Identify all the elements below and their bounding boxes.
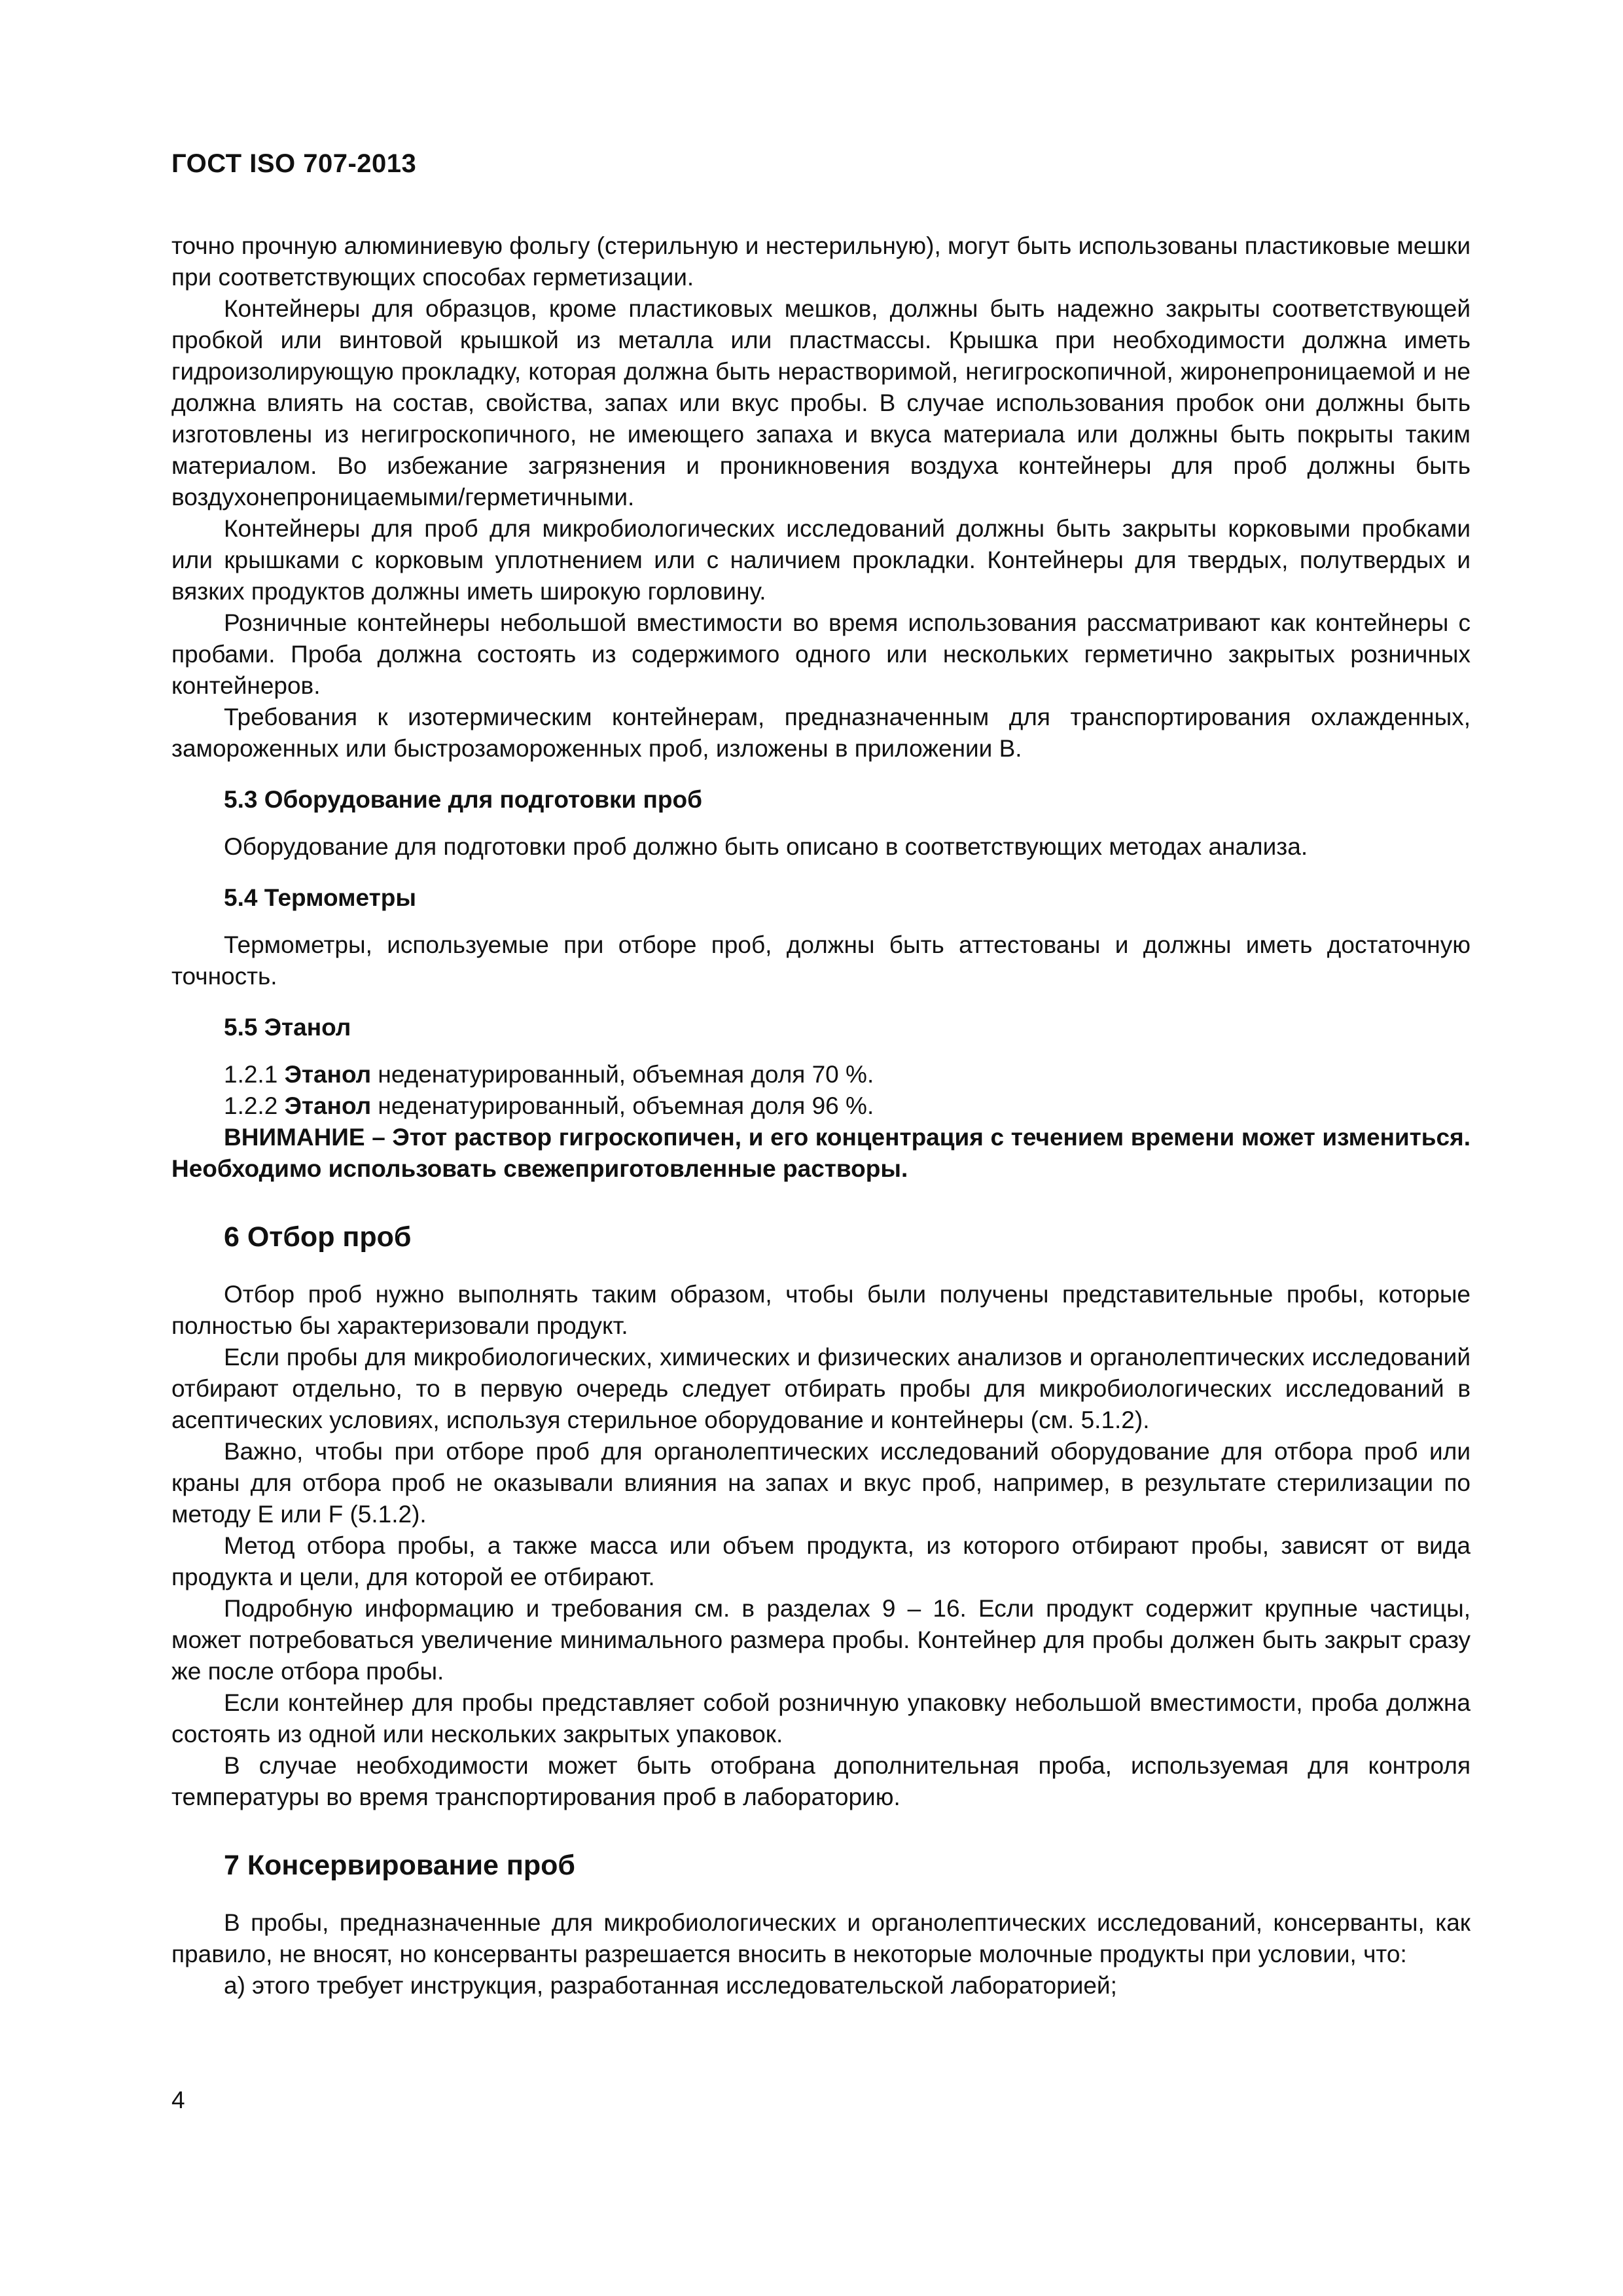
warning-note: ВНИМАНИЕ – Этот раствор гигроскопичен, и его концентрация с течением времени может измениться. Необходимо использовать свежеприготовленные растворы.: [171, 1124, 1471, 1182]
ethanol-item-text: неденатурированный, объемная доля 96 %.: [378, 1092, 874, 1119]
paragraph-6-7: В случае необходимости может быть отобрана дополнительная проба, используемая для контроля температуры во время транспортирования проб в лабораторию.: [171, 1752, 1471, 1810]
paragraph-6-6: Если контейнер для пробы представляет собой розничную упаковку небольшой вместимости, проба должна состоять из одной или нескольких закрытых упаковок.: [171, 1689, 1471, 1748]
section-heading-5-5: 5.5 Этанол: [224, 1014, 351, 1041]
ethanol-item-number: 1.2.2: [224, 1092, 278, 1119]
ethanol-item-70: [171, 1059, 1471, 1090]
paragraph-5-4: Термометры, используемые при отборе проб, должны быть аттестованы и должны иметь достаточную точность.: [171, 931, 1471, 990]
ethanol-item-text: неденатурированный, объемная доля 70 %.: [378, 1061, 874, 1088]
paragraph-retail-containers: Розничные контейнеры небольшой вместимости во время использования рассматривают как контейнеры с пробами. Проба должна состоять из содержимого одного или нескольких герметично закрытых розничных контейнеров.: [171, 609, 1471, 699]
ethanol-term: Этанол: [284, 1061, 372, 1088]
section-heading-5-4: 5.4 Термометры: [224, 884, 416, 911]
paragraph-intro: точно прочную алюминиевую фольгу (стерильную и нестерильную), могут быть использованы пластиковые мешки при соответствующих способах герметизации.: [171, 232, 1471, 291]
paragraph-6-3: Важно, чтобы при отборе проб для органолептических исследований оборудование для отбора проб или краны для отбора проб не оказывали влияния на запах и вкус проб, например, в результате стерилизации по методу Е или F (5.1.2).: [171, 1438, 1471, 1528]
paragraph-6-5: Подробную информацию и требования см. в разделах 9 – 16. Если продукт содержит крупные частицы, может потребоваться увеличение минимального размера пробы. Контейнер для пробы должен быть закрыт сразу же после отбора пробы.: [171, 1595, 1471, 1685]
paragraph-isothermal: Требования к изотермическим контейнерам, предназначенным для транспортирования охлажденных, замороженных или быстрозамороженных проб, изложены в приложении В.: [171, 704, 1471, 762]
section-heading-7: 7 Консервирование проб: [224, 1850, 575, 1881]
section-heading-6: 6 Отбор проб: [224, 1221, 412, 1253]
ethanol-term: Этанол: [284, 1092, 372, 1119]
paragraph-6-2: Если пробы для микробиологических, химических и физических анализов и органолептических исследований отбирают отдельно, то в первую очередь следует отбирать пробы для микробиологических исследований в асептических условиях, используя стерильное оборудование и контейнеры (см. 5.1.2).: [171, 1344, 1471, 1433]
document-header: ГОСТ ISO 707-2013: [171, 149, 417, 178]
section-heading-5-3: 5.3 Оборудование для подготовки проб: [224, 786, 702, 813]
paragraph-containers-closure: Контейнеры для образцов, кроме пластиковых мешков, должны быть надежно закрыты соответствующей пробкой или винтовой крышкой из металла или пластмассы. Крышка при необходимости должна иметь гидроизолирующую прокладку, которая должна быть нерастворимой, негигроскопичной, жиронепроницаемой и не должна влиять на состав, свойства, запах или вкус пробы. В случае использования пробок они должны быть изготовлены из негигроскопичного, не имеющего запаха и вкуса материала или должны быть покрыты таким материалом. Во избежание загрязнения и проникновения воздуха контейнеры для проб должны быть воздухонепроницаемыми/герметичными.: [171, 295, 1471, 511]
paragraph-5-3: Оборудование для подготовки проб должно быть описано в соответствующих методах анализа.: [224, 833, 1308, 860]
page-number: 4: [171, 2087, 185, 2113]
paragraph-6-1: Отбор проб нужно выполнять таким образом, чтобы были получены представительные пробы, которые полностью бы характеризовали продукт.: [171, 1281, 1471, 1339]
paragraph-7-1: В пробы, предназначенные для микробиологических и органолептических исследований, консерванты, как правило, не вносят, но консерванты разрешается вносить в некоторые молочные продукты при условии, что:: [171, 1909, 1471, 1967]
list-item-7-a: а) этого требует инструкция, разработанная исследовательской лабораторией;: [224, 1972, 1117, 1999]
paragraph-6-4: Метод отбора пробы, а также масса или объем продукта, из которого отбирают пробы, зависят от вида продукта и цели, для которой ее отбирают.: [171, 1532, 1471, 1590]
ethanol-item-96: [171, 1090, 1471, 1122]
page-body: [171, 230, 1471, 2001]
paragraph-containers-micro: Контейнеры для проб для микробиологических исследований должны быть закрыты корковыми пробками или крышками с корковым уплотнением или с наличием прокладки. Контейнеры для твердых, полутвердых и вязких продуктов должны иметь широкую горловину.: [171, 515, 1471, 605]
ethanol-item-number: 1.2.1: [224, 1061, 278, 1088]
